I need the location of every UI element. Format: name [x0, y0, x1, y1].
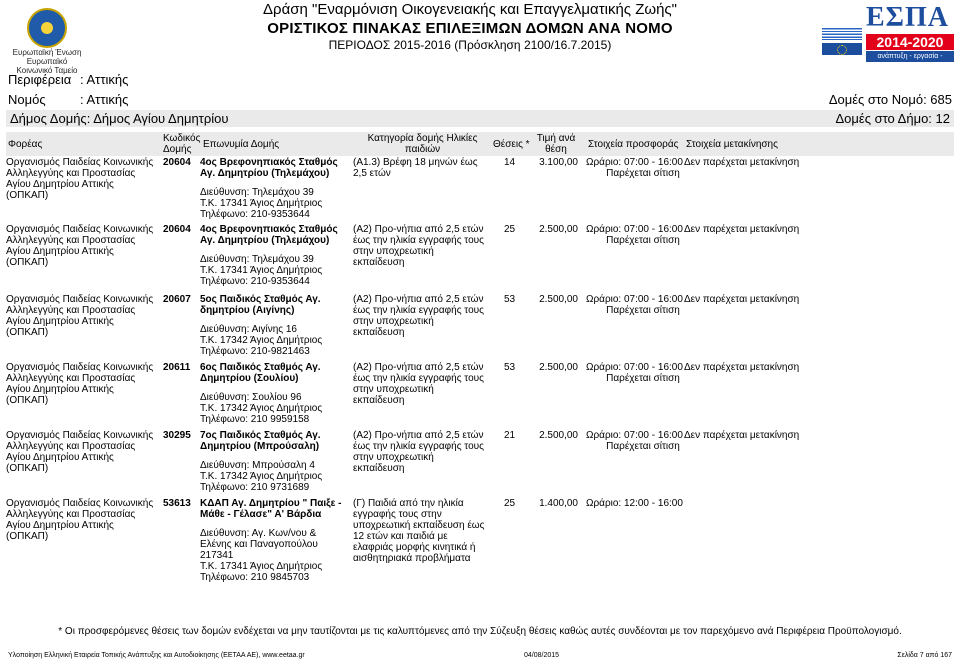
- transport-cell: Δεν παρέχεται μετακίνηση: [684, 224, 800, 235]
- price-cell: 2.500,00: [539, 362, 578, 373]
- address: Διεύθυνση: Μπρούσαλη 4: [200, 460, 315, 471]
- region-line: [8, 72, 128, 87]
- structure-name: 4ος Βρεφονηπιακός Σταθμός Αγ. Δημητρίου (Τηλεμάχου): [200, 224, 338, 246]
- region-label: Περιφέρεια: [8, 72, 72, 87]
- address: Διεύθυνση: Τηλεμάχου 39: [200, 187, 314, 198]
- address: Διεύθυνση: Αγ. Κων/νου & Ελένης και Παναγοπούλου 217341: [200, 528, 318, 561]
- document-title: [190, 0, 750, 53]
- offer-cell: [586, 157, 686, 179]
- espa-logo: [822, 0, 954, 71]
- phone: Τηλέφωνο: 210-9353644: [200, 209, 310, 220]
- name-cell: [200, 430, 350, 493]
- hours: Ωράριο: 07:00 - 16:00: [586, 157, 683, 168]
- seats-cell: 25: [504, 224, 516, 235]
- espa-tagline: ανάπτυξη - εργασία - αλληλεγγύη: [866, 51, 954, 62]
- table-title: ΟΡΙΣΤΙΚΟΣ ΠΙΝΑΚΑΣ ΕΠΙΛΕΞΙΜΩΝ ΔΟΜΩΝ ΑΝΑ ΝΟΜΟ: [267, 20, 673, 37]
- footnote: * Οι προσφερόμενες θέσεις των δομών ενδέχεται να μην ταυτίζονται με τις καλυπτόμενες από την Σύζευξη θέσεις καθώς αυτές συνδέονται με τον παρεχόμενο ανά Περιφέρεια Προϋπολογισμό.: [58, 626, 902, 637]
- phone: Τηλέφωνο: 210 9845703: [200, 572, 310, 583]
- col-name: Επωνυμία Δομής: [203, 139, 280, 150]
- seats-cell: 53: [504, 362, 516, 373]
- hours: Ωράριο: 07:00 - 16:00: [586, 430, 683, 441]
- food: Παρέχεται σίτιση: [606, 235, 680, 246]
- offer-cell: [586, 498, 686, 509]
- food: Παρέχεται σίτιση: [606, 168, 680, 179]
- org-cell: Οργανισμός Παιδείας Κοινωνικής Αλληλεγγύης και Προστασίας Αγίου Δημητρίου Αττικής (ΟΠΚΑΠ): [6, 224, 154, 268]
- municipality-count: Δομές στο Δήμο: 12: [835, 111, 950, 126]
- category-cell: (Α2) Προ-νήπια από 2,5 ετών έως την ηλικία εγγραφής τους στην υποχρεωτική εκπαίδευση: [353, 224, 484, 268]
- espa-years: 2014-2020: [866, 34, 954, 50]
- food: Παρέχεται σίτιση: [606, 441, 680, 452]
- prefecture-count: Δομές στο Νομό: 685: [828, 92, 952, 107]
- org-cell: Οργανισμός Παιδείας Κοινωνικής Αλληλεγγύης και Προστασίας Αγίου Δημητρίου Αττικής (ΟΠΚΑΠ): [6, 362, 154, 406]
- seats-cell: 14: [504, 157, 516, 168]
- category-cell: (Α2) Προ-νήπια από 2,5 ετών έως την ηλικία εγγραφής τους στην υποχρεωτική εκπαίδευση: [353, 430, 484, 474]
- name-cell: [200, 294, 350, 357]
- transport-cell: Δεν παρέχεται μετακίνηση: [684, 362, 800, 373]
- food: Παρέχεται σίτιση: [606, 305, 680, 316]
- espa-word: ΕΣΠΑ: [866, 2, 949, 33]
- phone: Τηλέφωνο: 210 9959158: [200, 414, 310, 425]
- offer-cell: [586, 294, 686, 316]
- col-code: Κωδικός Δομής: [163, 133, 201, 155]
- eu-logo: [8, 8, 86, 75]
- footer-page: Σελίδα 7 από 167: [897, 652, 952, 659]
- col-category: Κατηγορία δομής Ηλικίες παιδιών: [367, 133, 478, 155]
- table-header: [6, 132, 954, 156]
- postal-code: Τ.Κ. 17341 Άγιος Δημήτριος: [200, 265, 323, 276]
- col-seats: Θέσεις *: [493, 139, 530, 150]
- municipality-name: Δήμος Δομής: Δήμος Αγίου Δημητρίου: [10, 111, 229, 126]
- hours: Ωράριο: 07:00 - 16:00: [586, 362, 683, 373]
- transport-cell: Δεν παρέχεται μετακίνηση: [684, 430, 800, 441]
- price-cell: 2.500,00: [539, 430, 578, 441]
- name-cell: [200, 498, 350, 583]
- name-cell: [200, 362, 350, 425]
- footer-date: 04/08/2015: [524, 652, 560, 659]
- footer-agency: Υλοποίηση Ελληνική Εταιρεία Τοπικής Ανάπτυξης και Αυτοδιοίκησης (ΕΕΤΑΑ ΑΕ), www.eetaa.gr: [8, 652, 305, 659]
- structure-name: ΚΔΑΠ Αγ. Δημητρίου " Παιξε - Μάθε - Γέλασε" Α' Βάρδια: [200, 498, 342, 520]
- org-cell: Οργανισμός Παιδείας Κοινωνικής Αλληλεγγύης και Προστασίας Αγίου Δημητρίου Αττικής (ΟΠΚΑΠ): [6, 157, 154, 201]
- address: Διεύθυνση: Τηλεμάχου 39: [200, 254, 314, 265]
- code-cell: 30295: [163, 430, 191, 441]
- postal-code: Τ.Κ. 17342 Άγιος Δημήτριος: [200, 471, 323, 482]
- code-cell: 20604: [163, 157, 191, 168]
- prefecture-line: [8, 92, 128, 107]
- postal-code: Τ.Κ. 17341 Άγιος Δημήτριος: [200, 198, 323, 209]
- food: Παρέχεται σίτιση: [606, 373, 680, 384]
- name-cell: [200, 224, 350, 287]
- region-value: : Αττικής: [80, 72, 129, 87]
- prefecture-label: Νομός: [8, 92, 46, 107]
- action-title: Δράση "Εναρμόνιση Οικογενειακής και Επαγγελματικής Ζωής": [263, 1, 677, 18]
- postal-code: Τ.Κ. 17341 Άγιος Δημήτριος: [200, 561, 323, 572]
- name-cell: [200, 157, 350, 220]
- transport-cell: Δεν παρέχεται μετακίνηση: [684, 157, 800, 168]
- org-cell: Οργανισμός Παιδείας Κοινωνικής Αλληλεγγύης και Προστασίας Αγίου Δημητρίου Αττικής (ΟΠΚΑΠ): [6, 294, 154, 338]
- offer-cell: [586, 224, 686, 246]
- phone: Τηλέφωνο: 210-9353644: [200, 276, 310, 287]
- structure-name: 6ος Παιδικός Σταθμός Αγ. Δημητρίου (Σουλίου): [200, 362, 321, 384]
- phone: Τηλέφωνο: 210 9731689: [200, 482, 310, 493]
- hours: Ωράριο: 12:00 - 16:00: [586, 498, 683, 509]
- offer-cell: [586, 430, 686, 452]
- hours: Ωράριο: 07:00 - 16:00: [586, 294, 683, 305]
- col-org: Φορέας: [8, 139, 43, 150]
- code-cell: 53613: [163, 498, 191, 509]
- price-cell: 2.500,00: [539, 224, 578, 235]
- esf-caption: Ευρωπαϊκό Κοινωνικό Ταμείο: [16, 57, 78, 75]
- code-cell: 20607: [163, 294, 191, 305]
- category-cell: (Α2) Προ-νήπια από 2,5 ετών έως την ηλικία εγγραφής τους στην υποχρεωτική εκπαίδευση: [353, 294, 484, 338]
- price-cell: 1.400,00: [539, 498, 578, 509]
- code-cell: 20604: [163, 224, 191, 235]
- category-cell: (Α1.3) Βρέφη 18 μηνών έως 2,5 ετών: [353, 157, 478, 179]
- seats-cell: 25: [504, 498, 516, 509]
- phone: Τηλέφωνο: 210-9821463: [200, 346, 310, 357]
- col-price: Τιμή ανά θέση: [536, 133, 576, 155]
- flags-icon: [822, 28, 862, 58]
- price-cell: 3.100,00: [539, 157, 578, 168]
- col-offer: Στοιχεία προσφοράς: [588, 139, 679, 150]
- postal-code: Τ.Κ. 17342 Άγιος Δημήτριος: [200, 403, 323, 414]
- address: Διεύθυνση: Σουλίου 96: [200, 392, 302, 403]
- category-cell: (Α2) Προ-νήπια από 2,5 ετών έως την ηλικία εγγραφής τους στην υποχρεωτική εκπαίδευση: [353, 362, 484, 406]
- org-cell: Οργανισμός Παιδείας Κοινωνικής Αλληλεγγύης και Προστασίας Αγίου Δημητρίου Αττικής (ΟΠΚΑΠ): [6, 498, 154, 542]
- municipality-bar: [6, 110, 954, 127]
- hours: Ωράριο: 07:00 - 16:00: [586, 224, 683, 235]
- offer-cell: [586, 362, 686, 384]
- prefecture-value: : Αττικής: [80, 92, 129, 107]
- postal-code: Τ.Κ. 17342 Άγιος Δημήτριος: [200, 335, 323, 346]
- col-transport: Στοιχεία μετακίνησης: [686, 139, 778, 150]
- price-cell: 2.500,00: [539, 294, 578, 305]
- structure-name: 4ος Βρεφονηπιακός Σταθμός Αγ. Δημητρίου (Τηλεμάχου): [200, 157, 338, 179]
- structure-name: 5ος Παιδικός Σταθμός Αγ. δημητρίου (Αιγίνης): [200, 294, 321, 316]
- address: Διεύθυνση: Αιγίνης 16: [200, 324, 297, 335]
- transport-cell: Δεν παρέχεται μετακίνηση: [684, 294, 800, 305]
- period-title: ΠΕΡΙΟΔΟΣ 2015-2016 (Πρόσκληση 2100/16.7.2015): [328, 38, 612, 52]
- org-cell: Οργανισμός Παιδείας Κοινωνικής Αλληλεγγύης και Προστασίας Αγίου Δημητρίου Αττικής (ΟΠΚΑΠ): [6, 430, 154, 474]
- eu-seal-icon: [27, 8, 67, 48]
- code-cell: 20611: [163, 362, 191, 373]
- structure-name: 7ος Παιδικός Σταθμός Αγ. Δημητρίου (Μπρούσαλη): [200, 430, 321, 452]
- category-cell: (Γ) Παιδιά από την ηλικία εγγραφής τους στην υποχρεωτική εκπαίδευση έως 12 ετών και παιδιά με ελαφριάς μορφής κινητικά ή αισθητηριακά προβλήματα: [353, 498, 485, 564]
- seats-cell: 53: [504, 294, 516, 305]
- eu-caption: Ευρωπαϊκή Ένωση: [12, 48, 82, 57]
- seats-cell: 21: [504, 430, 516, 441]
